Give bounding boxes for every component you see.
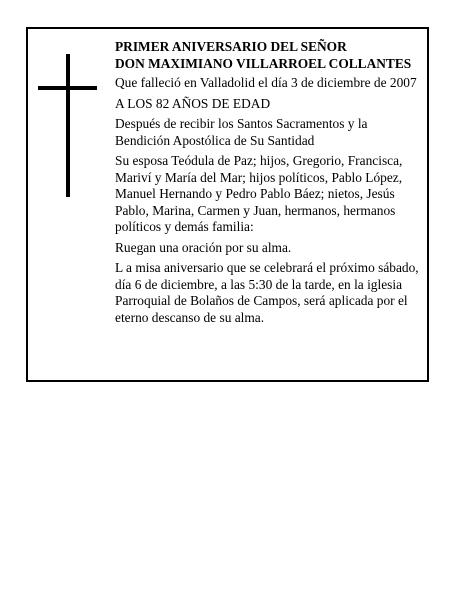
death-date-paragraph: Que falleció en Valladolid el día 3 de diciembre de 2007 [115, 75, 417, 90]
obituary-notice [26, 27, 429, 382]
cross-horizontal-bar [38, 86, 97, 90]
cross-vertical-bar [66, 54, 70, 197]
prayer-paragraph: Ruegan una oración por su alma. [115, 239, 292, 255]
notice-text [115, 39, 421, 330]
notice-title-line-1: PRIMER ANIVERSARIO DEL SEÑOR [115, 39, 347, 54]
mass-paragraph: L a misa aniversario que se celebrará el próximo sábado, día 6 de diciembre, a las 5:30 de la tarde, en la iglesia Parroquial de Bolaños de Campos, será aplicada por el eterno descanso de su alma. [115, 260, 419, 325]
sacraments-paragraph: Después de recibir los Santos Sacramentos y la Bendición Apostólica de Su Santidad [115, 116, 368, 148]
notice-title-line-2: DON MAXIMIANO VILLARROEL COLLANTES [115, 55, 412, 71]
age-paragraph: A LOS 82 AÑOS DE EDAD [115, 95, 271, 111]
family-paragraph: Su esposa Teódula de Paz; hijos, Gregorio, Francisca, Mariví y María del Mar; hijos políticos, Pablo López, Manuel Hernando y Pedro Pablo Báez; nietos, Jesús Pablo, Marina, Carmen y Juan, hermanos, hermanos políticos y demás familia: [115, 153, 403, 234]
